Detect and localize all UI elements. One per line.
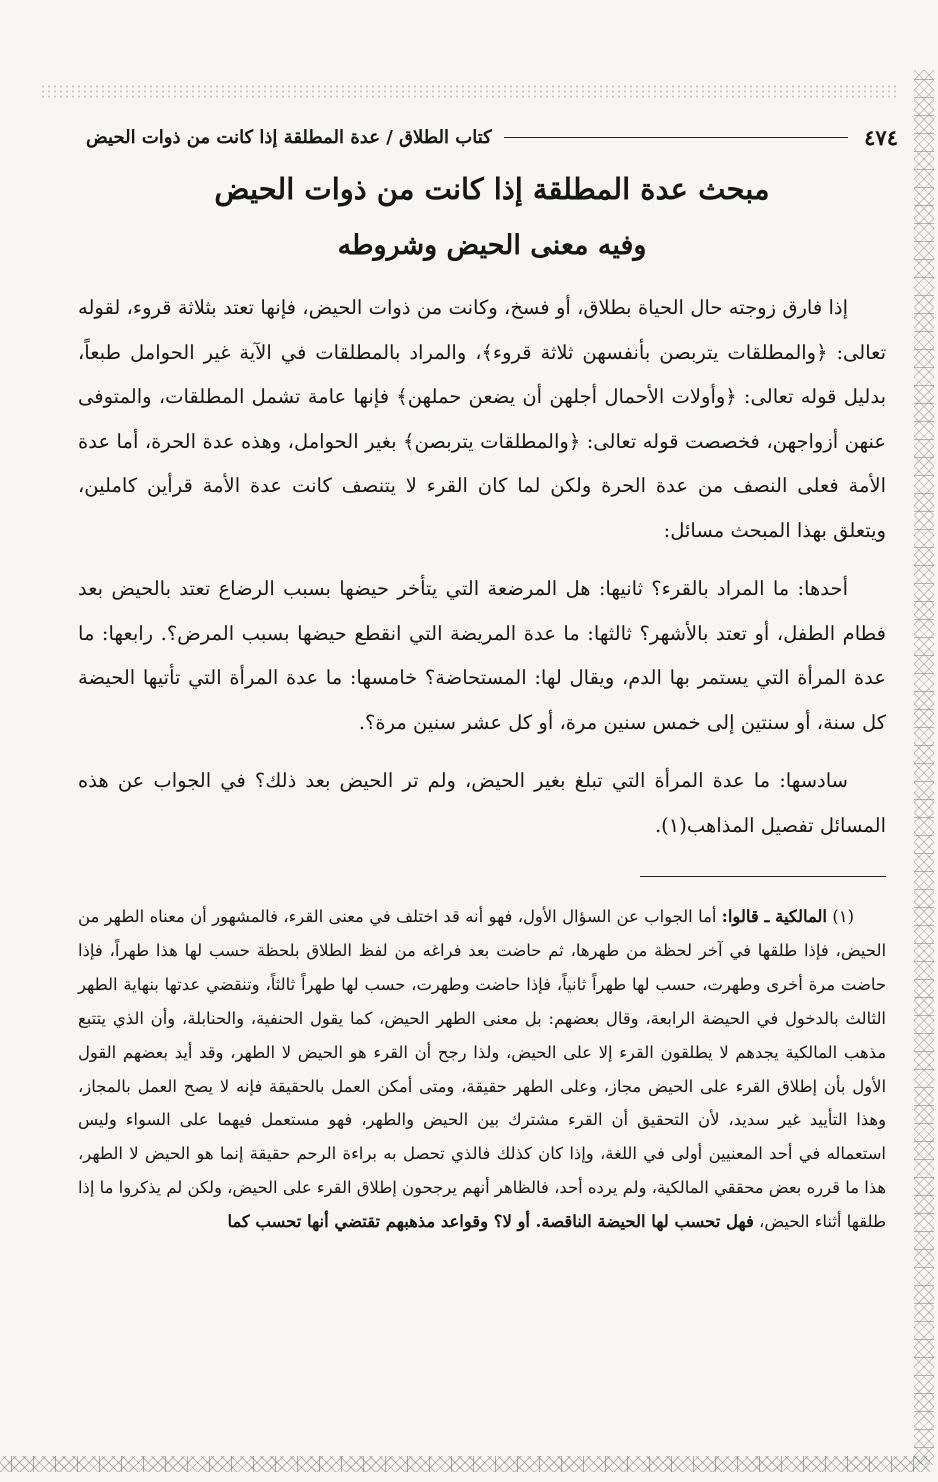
footnote-question: فهل تحسب لها الحيضة الناقصة. أو لا؟ وقواعد مذهبهم تقتضي أنها تحسب كما <box>227 1212 754 1232</box>
page-number: ٤٧٤ <box>864 124 898 150</box>
section-subtitle: وفيه معنى الحيض وشروطه <box>337 230 647 261</box>
ornament-border-bottom <box>0 1456 930 1472</box>
ornament-border-right <box>914 70 934 1465</box>
paragraph-3: سادسها: ما عدة المرأة التي تبلغ بغير الحيض، ولم تر الحيض بعد ذلك؟ في الجواب عن هذه المسائل تفصيل المذاهب(١). <box>78 769 886 837</box>
footnote-separator <box>640 876 886 877</box>
running-header <box>86 120 898 154</box>
footnote <box>78 900 886 1239</box>
footnote-lead: المالكية ـ قالوا: <box>721 907 827 926</box>
running-title: كتاب الطلاق / عدة المطلقة إذا كانت من ذوات الحيض <box>86 126 492 148</box>
footnote-marker: (١) <box>832 907 854 926</box>
paragraph-2: أحدها: ما المراد بالقرء؟ ثانيها: هل المرضعة التي يتأخر حيضها بسبب الرضاع تعتد بالحيض بعد فطام الطفل، أو تعتد بالأشهر؟ ثالثها: ما عدة المريضة التي انقطع حيضها بسبب المرض؟. رابعها: ما عدة المرأة التي يستمر بها الدم، ويقال لها: المستحاضة؟ خامسها: ما عدة المرأة التي تأتيها الحيضة كل سنة، أو سنتين إلى خمس سنين مرة، أو كل عشر سنين مرة؟. <box>78 577 886 734</box>
main-text <box>78 286 886 848</box>
section-title: مبحث عدة المطلقة إذا كانت من ذوات الحيض <box>214 172 770 206</box>
scan-artifact-top <box>40 84 900 98</box>
paragraph-1: إذا فارق زوجته حال الحياة بطلاق، أو فسخ، وكانت من ذوات الحيض، فإنها تعتد بثلاثة قروء، لقوله تعالى: ﴿والمطلقات يتربصن بأنفسهن ثلاثة قروء﴾، والمراد بالمطلقات في الآية غير الحوامل طبعاً، بدليل قوله تعالى: ﴿وأولات الأحمال أجلهن أن يضعن حملهن﴾ فإنها عامة تشمل المطلقات، والمتوفى عنهن أزواجهن، فخصصت قوله تعالى: ﴿والمطلقات يتربصن﴾ بغير الحوامل، وهذه عدة الحرة، أما عدة الأمة فعلى النصف من عدة الحرة ولكن لما كان القرء لا يتنصف كانت عدة الأمة قرأين كاملين، ويتعلق بهذا المبحث مسائل: <box>78 296 886 542</box>
footnote-paragraph <box>78 900 886 1239</box>
footnote-text: أما الجواب عن السؤال الأول، فهو أنه قد اختلف في معنى القرء، فالمشهور أن معناه الطهر من الحيض، فإذا طلقها في آخر لحظة من طهرها، ثم حاضت بعد فراغه من لفظ الطلاق بلحظة حسب لها هذا طهراً، فإذا حاضت مرة أخرى وطهرت، حسب لها طهراً ثانياً، فإذا حاضت وطهرت، حسب لها طهراً ثالثاً، وتنقضي عدتها بنهاية الطهر الثالث بالدخول في الحيضة الرابعة، وقال بعضهم: بل معنى الطهر الحيض، كما يقول الحنفية، والحنابلة، وأن الذي يتتبع مذهب المالكية يجدهم لا يطلقون القرء إلا على الحيض، ولذا رجح أن القرء هو الحيض لا الطهر، وقد أيد بعضهم القول الأول بأن إطلاق القرء على الحيض مجاز، وعلى الطهر حقيقة، ومتى أمكن العمل بالحقيقة فإنه لا يصح العمل بالمجاز، وهذا التأييد غير سديد، لأن التحقيق أن القرء مشترك بين الحيض والطهر، فهو مستعمل فيهما على السواء وليس استعماله في أحد المعنيين أولى في اللغة، وإذا كان كذلك فالذي تحصل به براءة الرحم حقيقة إنما هو الحيض لا الطهر، هذا ما قرره بعض محققي المالكية، ولم يرده أحد، فالظاهر أنهم يرجحون إطلاق القرء على الحيض، ولكن لم يذكروا ما إذا طلقها أثناء الحيض، <box>78 907 886 1232</box>
header-rule <box>504 137 848 138</box>
